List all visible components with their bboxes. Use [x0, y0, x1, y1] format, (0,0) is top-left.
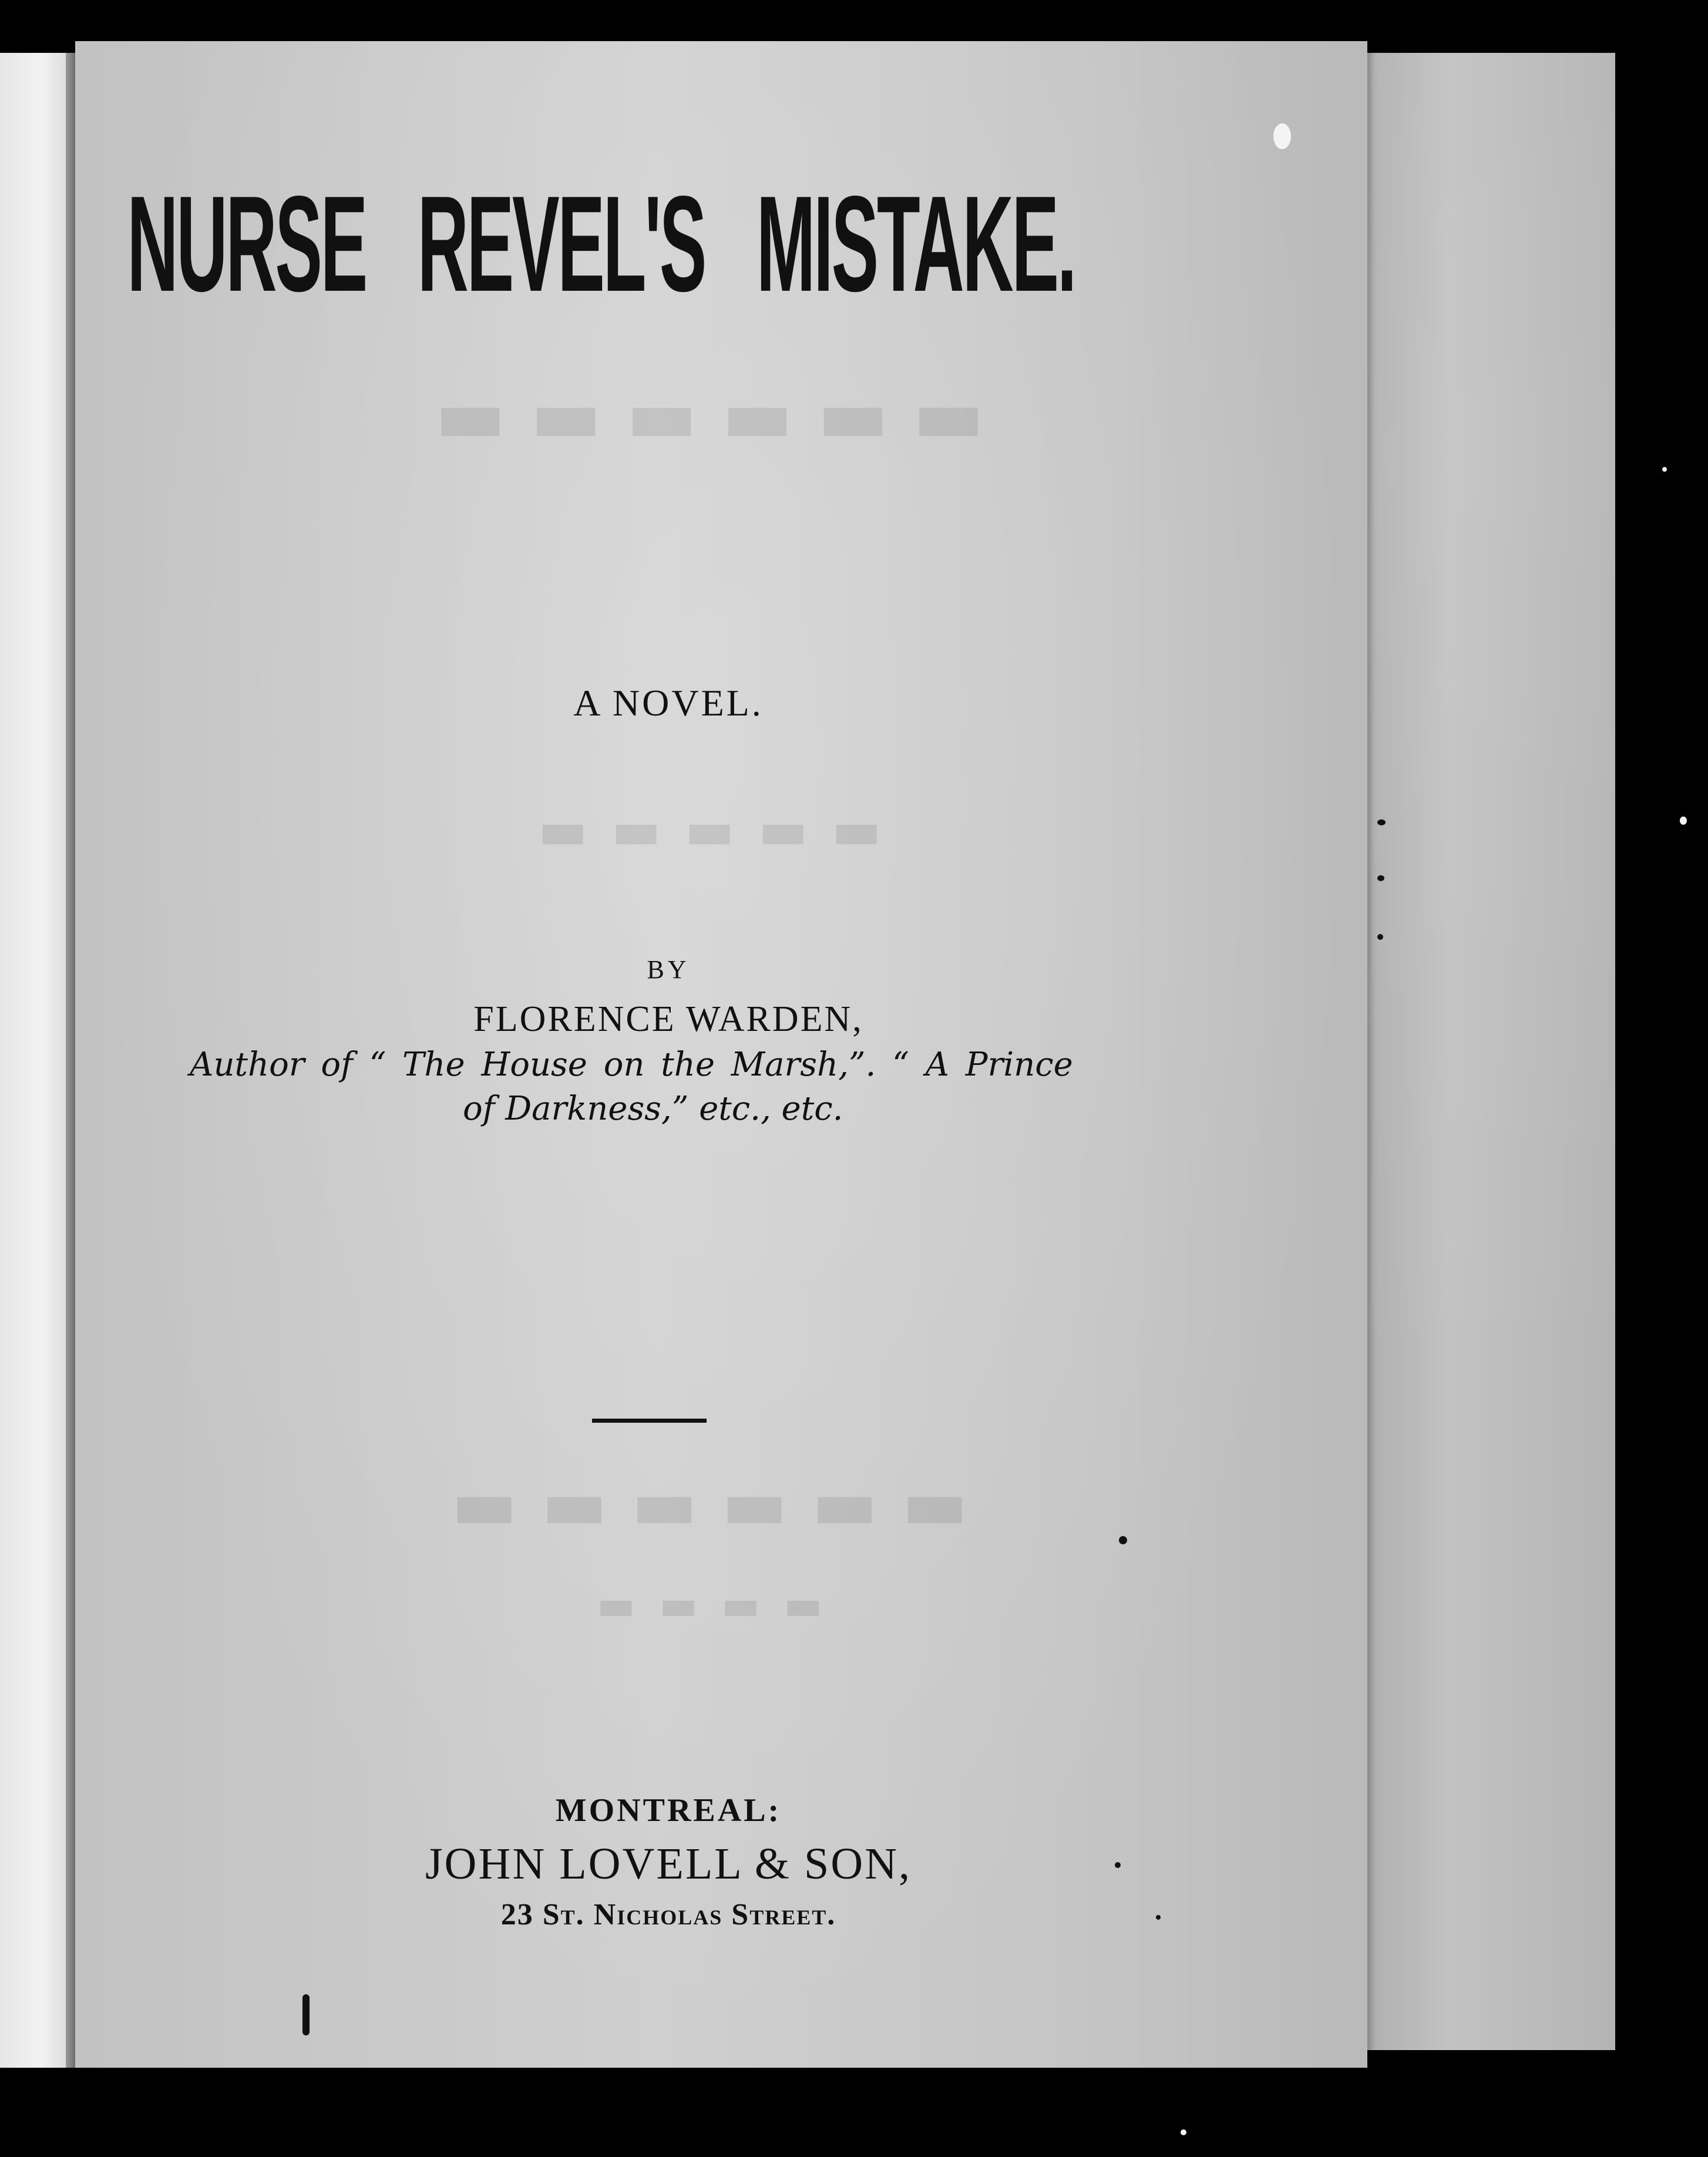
- back-page-edge: [1339, 53, 1615, 2050]
- scan-speck: [1181, 2129, 1186, 2135]
- scan-speck: [1377, 875, 1384, 881]
- show-through-ghost: ▬▬▬▬▬▬: [434, 370, 1008, 460]
- publisher-name: JOHN LOVELL & SON,: [425, 1839, 912, 1889]
- scan-speck: [1119, 1536, 1127, 1544]
- show-through-ghost: ▬▬▬▬: [596, 1580, 846, 1629]
- scan-speck: [302, 1994, 310, 2035]
- scan-speck: [1156, 1915, 1161, 1920]
- scan-speck: [1377, 934, 1383, 940]
- author-credit-line-1: Author of “ The House on the Marsh,”. “ A Prince: [190, 1046, 1073, 1084]
- scan-speck: [1273, 123, 1291, 149]
- publisher-address: 23 St. Nicholas Street.: [500, 1898, 836, 1931]
- book-subtitle: A NOVEL.: [573, 682, 764, 724]
- show-through-ghost: ▬▬▬▬▬▬: [450, 1463, 992, 1545]
- author-credit-line-2: of Darkness,” etc., etc.: [463, 1090, 843, 1128]
- scan-speck: [1377, 819, 1386, 825]
- author-name: FLORENCE WARDEN,: [473, 999, 863, 1039]
- scan-speck: [1115, 1862, 1121, 1868]
- horizontal-rule: [592, 1419, 707, 1423]
- book-title: NURSE REVEL'S MISTAKE.: [127, 168, 1075, 320]
- left-leaf-edge: [0, 53, 69, 2068]
- title-page: [75, 41, 1367, 2068]
- scan-speck: [1662, 467, 1667, 472]
- left-leaf-shadow: [66, 53, 75, 2068]
- publisher-city: MONTREAL:: [555, 1792, 782, 1829]
- show-through-ghost: ▬▬▬▬▬: [537, 799, 905, 861]
- scan-speck: [1680, 817, 1687, 825]
- by-label: BY: [647, 955, 690, 984]
